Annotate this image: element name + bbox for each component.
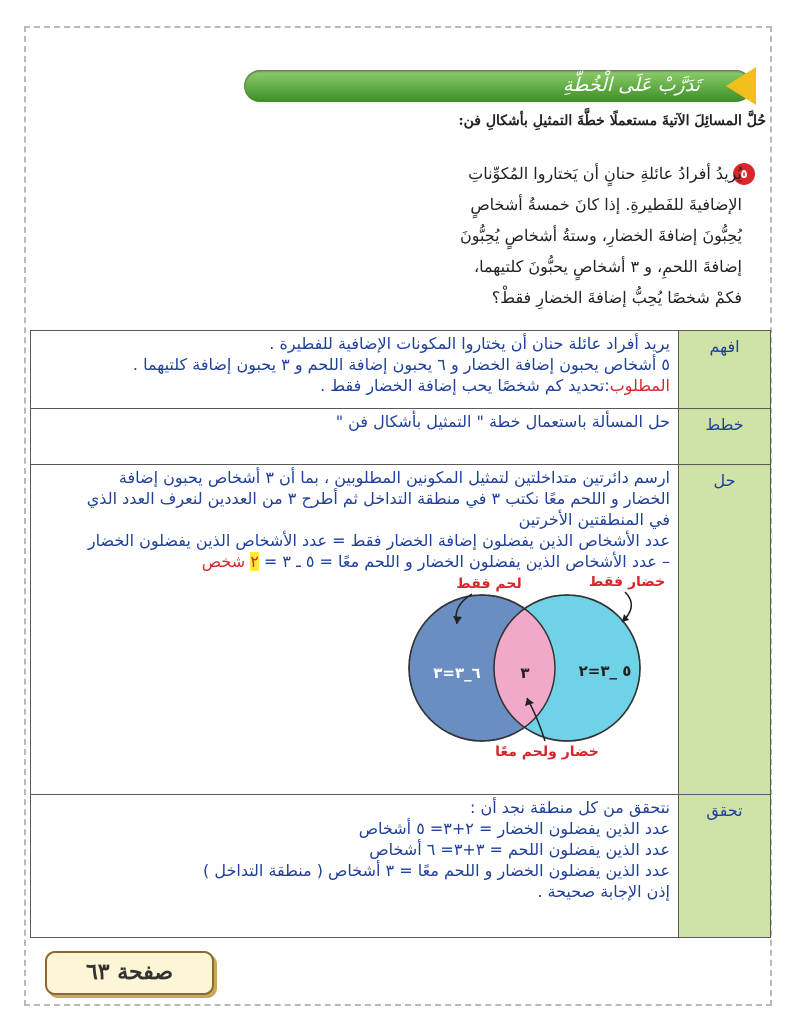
overlap-value: ٣	[520, 664, 530, 682]
veg-only-label: خضار فقط	[588, 576, 666, 590]
problem-line: الإضافيةَ للفَطيرةِ. إذا كانَ خمسةُ أشخاصٍ	[470, 195, 742, 214]
solve-line: في المنطقتين الأخرتين	[518, 510, 670, 529]
label-plan: خطط	[679, 409, 771, 465]
veg-only-value: ٥ _٣=٢	[578, 662, 632, 680]
content-plan	[31, 409, 679, 465]
content-solve	[31, 465, 679, 795]
solve-line: عدد الأشخاص الذين يفضلون إضافة الخضار فقط = عدد الأشخاص الذين يفضلون الخضار	[87, 531, 670, 550]
check-line: إذن الإجابة صحيحة .	[537, 882, 670, 901]
venn-svg	[377, 576, 697, 761]
understand-required	[37, 375, 670, 396]
label-understand: افهم	[679, 331, 771, 409]
check-line: عدد الذين يفضلون الخضار و اللحم معًا = ٣ أشخاص ( منطقة التداخل )	[203, 861, 670, 880]
content-check	[31, 795, 679, 938]
meat-only-label: لحم فقط	[456, 576, 522, 592]
solve-line: ارسم دائرتين متداخلتين لتمثيل المكونين المطلوبين ، بما أن ٣ أشخاص يحبون إضافة	[118, 468, 670, 487]
check-line: عدد الذين يفضلون الخضار = ٢+٣= ٥ أشخاص	[358, 819, 670, 838]
problem-line: فكمْ شخصًا يُحِبُّ إضافةَ الخضارِ فقطْ؟	[491, 288, 742, 307]
page-number: صفحة ٦٣	[85, 959, 174, 985]
label-check: تحقق	[679, 795, 771, 938]
problem-text	[352, 158, 742, 313]
check-line: عدد الذين يفضلون اللحم = ٣+٣= ٦ أشخاص	[369, 840, 670, 859]
problem-line: إضافةَ اللحمِ، و ٣ أشخاصٍ يحبُّونَ كلتيهما،	[474, 257, 742, 276]
arrow-icon	[726, 67, 756, 105]
required-text: :تحديد كم شخصًا يحب إضافة الخضار فقط .	[320, 376, 610, 395]
answer-unit: شخص	[201, 552, 251, 571]
meat-only-value: ٦_٣=٣	[433, 664, 481, 682]
row-plan	[31, 409, 771, 465]
problem-line: يُريدُ أفرادُ عائلةِ حنانٍ أن يَختاروا المُكوِّناتِ	[468, 164, 742, 183]
required-label: المطلوب	[609, 376, 670, 395]
solve-last-line	[37, 551, 670, 572]
instruction-text: حُلَّ المسائِلَ الآتيةَ مستعملًا خطَّةَ التمثيلِ بأشكالِ فن:	[458, 113, 766, 129]
problem-line: يُحِبُّونَ إضافةَ الخضارِ، وستةُ أشخاصٍ يُحِبُّونَ	[459, 226, 742, 245]
problem-number-badge: ٥	[733, 163, 755, 185]
check-line: نتحقق من كل منطقة نجد أن :	[469, 798, 670, 817]
solve-line: – عدد الأشخاص الذين يفضلون الخضار و اللحم معًا = ٥ ـ ٣ =	[258, 552, 670, 571]
plan-text: حل المسألة باستعمال خطة " التمثيل بأشكال فن "	[335, 412, 670, 431]
label-solve: حل	[679, 465, 771, 795]
both-label: خضار ولحم معًا	[495, 744, 599, 760]
banner-title: تَدَرَّبْ عَلَى الْخُطَّةِ	[563, 74, 700, 96]
content-understand	[31, 331, 679, 409]
solution-table	[30, 330, 771, 938]
understand-line: يريد أفراد عائلة حنان أن يختاروا المكونات الإضافية للفطيرة .	[269, 334, 670, 353]
row-solve	[31, 465, 771, 795]
row-understand	[31, 331, 771, 409]
section-banner	[244, 70, 752, 102]
page-number-box	[45, 951, 214, 995]
understand-line: ٥ أشخاص يحبون إضافة الخضار و ٦ يحبون إضافة اللحم و ٣ يحبون إضافة كلتيهما .	[132, 355, 670, 374]
row-check	[31, 795, 771, 938]
venn-diagram	[37, 576, 670, 761]
answer-value: ٢	[250, 552, 259, 571]
solve-line: الخضار و اللحم معًا نكتب ٣ في منطقة التداخل ثم أطرح ٣ من العددين لنعرف العدد الذي	[86, 489, 670, 508]
